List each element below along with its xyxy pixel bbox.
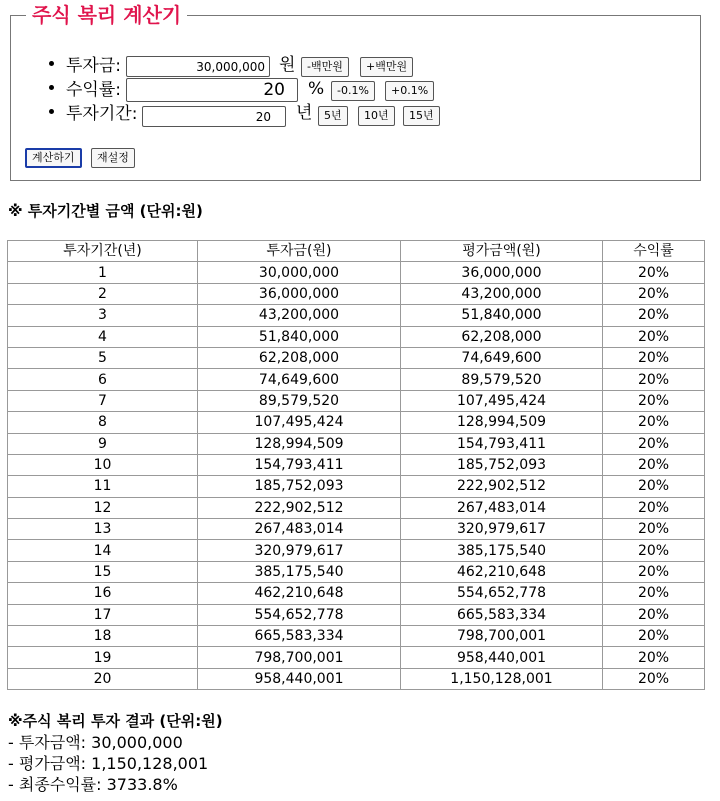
period-unit: 년 <box>296 103 313 123</box>
table-row <box>8 347 705 368</box>
cell-valuation: 43,200,000 <box>401 283 603 304</box>
rate-label: 수익률: <box>66 80 121 100</box>
cell-investment: 665,583,334 <box>198 626 401 647</box>
cell-rate: 20% <box>603 647 705 668</box>
period-table <box>7 240 705 690</box>
investment-label: 투자금: <box>66 56 121 76</box>
table-row <box>8 262 705 283</box>
cell-valuation: 89,579,520 <box>401 369 603 390</box>
period-label: 투자기간: <box>66 104 138 124</box>
cell-investment: 107,495,424 <box>198 412 401 433</box>
cell-rate: 20% <box>603 540 705 561</box>
cell-valuation: 554,652,778 <box>401 583 603 604</box>
cell-period: 1 <box>8 262 198 283</box>
period-15y-button[interactable]: 15년 <box>403 106 440 126</box>
cell-investment: 385,175,540 <box>198 561 401 582</box>
result-investment: - 투자금액: 30,000,000 <box>8 733 183 752</box>
cell-valuation: 51,840,000 <box>401 305 603 326</box>
cell-valuation: 320,979,617 <box>401 519 603 540</box>
field-list <box>48 52 66 124</box>
calculator-title: 주식 복리 계산기 <box>26 2 187 28</box>
cell-investment: 36,000,000 <box>198 283 401 304</box>
cell-period: 4 <box>8 326 198 347</box>
cell-investment: 89,579,520 <box>198 390 401 411</box>
cell-investment: 798,700,001 <box>198 647 401 668</box>
cell-investment: 30,000,000 <box>198 262 401 283</box>
table-row <box>8 497 705 518</box>
period-input[interactable] <box>142 106 286 127</box>
cell-investment: 154,793,411 <box>198 454 401 475</box>
cell-rate: 20% <box>603 283 705 304</box>
cell-investment: 222,902,512 <box>198 497 401 518</box>
cell-period: 11 <box>8 476 198 497</box>
table-row <box>8 519 705 540</box>
cell-rate: 20% <box>603 604 705 625</box>
cell-valuation: 74,649,600 <box>401 347 603 368</box>
table-row <box>8 369 705 390</box>
cell-period: 10 <box>8 454 198 475</box>
cell-rate: 20% <box>603 262 705 283</box>
cell-rate: 20% <box>603 369 705 390</box>
cell-period: 16 <box>8 583 198 604</box>
rate-unit: % <box>308 79 325 99</box>
table-row <box>8 476 705 497</box>
reset-button[interactable]: 재설정 <box>91 148 135 168</box>
table-row <box>8 561 705 582</box>
cell-period: 15 <box>8 561 198 582</box>
period-5y-button[interactable]: 5년 <box>318 106 348 126</box>
cell-valuation: 462,210,648 <box>401 561 603 582</box>
cell-rate: 20% <box>603 454 705 475</box>
cell-period: 13 <box>8 519 198 540</box>
cell-valuation: 665,583,334 <box>401 604 603 625</box>
table-row <box>8 454 705 475</box>
investment-input[interactable] <box>126 56 270 77</box>
calculate-button[interactable]: 계산하기 <box>25 148 82 168</box>
table-row <box>8 283 705 304</box>
cell-period: 19 <box>8 647 198 668</box>
cell-valuation: 1,150,128,001 <box>401 668 603 689</box>
cell-rate: 20% <box>603 497 705 518</box>
cell-investment: 185,752,093 <box>198 476 401 497</box>
cell-rate: 20% <box>603 583 705 604</box>
header-rate: 수익률 <box>603 241 705 262</box>
cell-valuation: 185,752,093 <box>401 454 603 475</box>
cell-period: 7 <box>8 390 198 411</box>
result-final-rate: - 최종수익률: 3733.8% <box>8 775 178 794</box>
table-header-row <box>8 241 705 262</box>
table-row <box>8 433 705 454</box>
cell-investment: 462,210,648 <box>198 583 401 604</box>
cell-valuation: 222,902,512 <box>401 476 603 497</box>
table-row <box>8 647 705 668</box>
minus-million-button[interactable]: -백만원 <box>301 57 349 77</box>
investment-unit: 원 <box>279 55 296 75</box>
cell-valuation: 36,000,000 <box>401 262 603 283</box>
cell-rate: 20% <box>603 476 705 497</box>
cell-period: 18 <box>8 626 198 647</box>
cell-valuation: 128,994,509 <box>401 412 603 433</box>
table-row <box>8 668 705 689</box>
cell-valuation: 798,700,001 <box>401 626 603 647</box>
rate-input[interactable] <box>126 78 298 102</box>
cell-period: 17 <box>8 604 198 625</box>
cell-rate: 20% <box>603 390 705 411</box>
cell-rate: 20% <box>603 305 705 326</box>
table-row <box>8 305 705 326</box>
cell-investment: 43,200,000 <box>198 305 401 326</box>
cell-investment: 74,649,600 <box>198 369 401 390</box>
cell-valuation: 267,483,014 <box>401 497 603 518</box>
cell-valuation: 958,440,001 <box>401 647 603 668</box>
cell-valuation: 154,793,411 <box>401 433 603 454</box>
table-row <box>8 604 705 625</box>
result-valuation: - 평가금액: 1,150,128,001 <box>8 754 209 773</box>
cell-investment: 554,652,778 <box>198 604 401 625</box>
table-row <box>8 626 705 647</box>
result-title: ※주식 복리 투자 결과 (단위:원) <box>8 712 223 730</box>
plus-rate-button[interactable]: +0.1% <box>385 81 434 101</box>
cell-rate: 20% <box>603 326 705 347</box>
header-valuation: 평가금액(원) <box>401 241 603 262</box>
cell-investment: 267,483,014 <box>198 519 401 540</box>
cell-rate: 20% <box>603 412 705 433</box>
table-row <box>8 326 705 347</box>
period-10y-button[interactable]: 10년 <box>358 106 395 126</box>
cell-valuation: 62,208,000 <box>401 326 603 347</box>
cell-valuation: 385,175,540 <box>401 540 603 561</box>
cell-rate: 20% <box>603 626 705 647</box>
cell-investment: 958,440,001 <box>198 668 401 689</box>
cell-period: 5 <box>8 347 198 368</box>
minus-rate-button[interactable]: -0.1% <box>331 81 375 101</box>
cell-investment: 51,840,000 <box>198 326 401 347</box>
cell-rate: 20% <box>603 561 705 582</box>
cell-period: 20 <box>8 668 198 689</box>
cell-period: 3 <box>8 305 198 326</box>
table-row <box>8 412 705 433</box>
cell-period: 14 <box>8 540 198 561</box>
cell-rate: 20% <box>603 668 705 689</box>
result-section <box>8 711 223 795</box>
table-title: ※ 투자기간별 금액 (단위:원) <box>8 202 203 220</box>
table-body <box>8 262 705 690</box>
cell-valuation: 107,495,424 <box>401 390 603 411</box>
cell-period: 6 <box>8 369 198 390</box>
table-row <box>8 390 705 411</box>
header-period: 투자기간(년) <box>8 241 198 262</box>
cell-rate: 20% <box>603 519 705 540</box>
cell-investment: 62,208,000 <box>198 347 401 368</box>
cell-investment: 320,979,617 <box>198 540 401 561</box>
table-row <box>8 583 705 604</box>
table-row <box>8 540 705 561</box>
plus-million-button[interactable]: +백만원 <box>360 57 413 77</box>
cell-rate: 20% <box>603 433 705 454</box>
cell-period: 9 <box>8 433 198 454</box>
cell-investment: 128,994,509 <box>198 433 401 454</box>
cell-rate: 20% <box>603 347 705 368</box>
cell-period: 2 <box>8 283 198 304</box>
cell-period: 8 <box>8 412 198 433</box>
cell-period: 12 <box>8 497 198 518</box>
header-investment: 투자금(원) <box>198 241 401 262</box>
